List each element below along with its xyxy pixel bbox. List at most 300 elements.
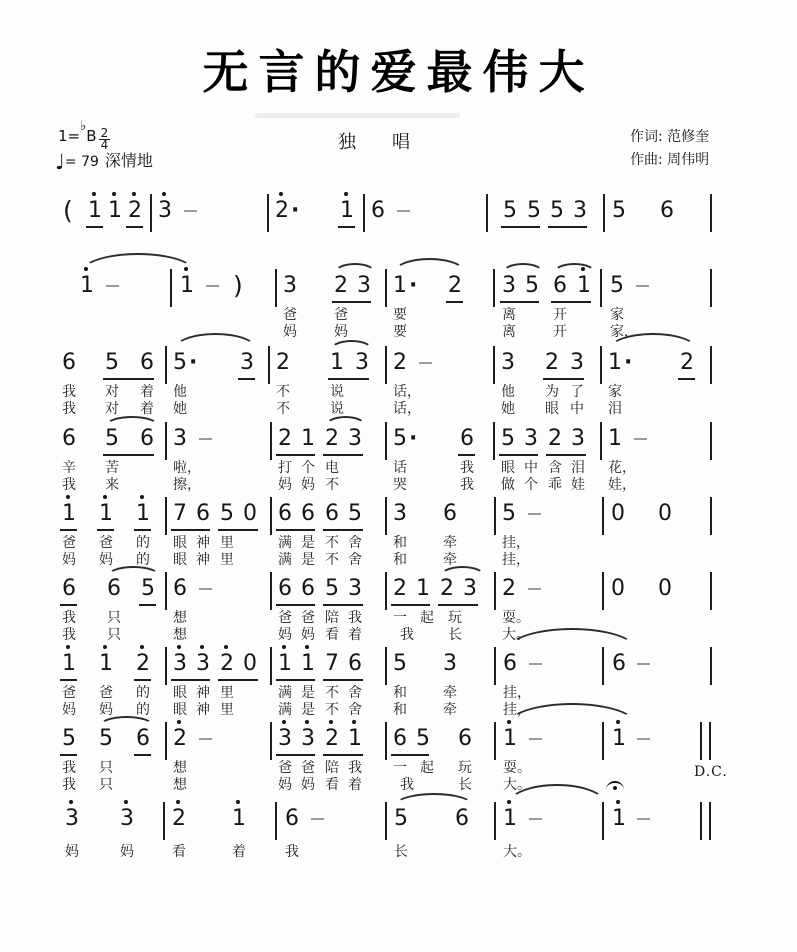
note: 6 (301, 576, 315, 601)
barline (385, 722, 387, 760)
note: 2 (173, 726, 187, 751)
note: 2 (276, 350, 290, 375)
octave-dot (282, 720, 286, 724)
lyric-syllable: 爸 (99, 685, 113, 701)
slur-arc (506, 628, 638, 674)
lyric-syllable: 舍 (348, 552, 362, 568)
octave-dot (132, 192, 136, 196)
lyric-syllable: 眼 (173, 552, 187, 568)
lyric-syllable: 挂， (502, 552, 530, 568)
note: 2 (128, 198, 142, 223)
lyric-syllable: 个 (301, 460, 315, 476)
lyric-syllable: 要 (393, 307, 407, 323)
duration-dash (637, 663, 650, 665)
barline (385, 422, 387, 460)
lyric-syllable: 妈 (99, 702, 113, 718)
lyric-syllable: 苦 (105, 460, 119, 476)
note: 5 (393, 426, 407, 451)
lyric-syllable: 里 (220, 552, 234, 568)
note: 1 (348, 726, 362, 751)
lyric-syllable: 的 (136, 552, 150, 568)
lyric-syllable: 看 (172, 844, 186, 860)
barline (602, 497, 604, 535)
eighth-beam (134, 529, 151, 531)
octave-dot (200, 645, 204, 649)
note: 1 (99, 501, 113, 526)
lyric-syllable: 耍。 (503, 760, 531, 776)
lyric-syllable: 和 (393, 702, 407, 718)
slur-arc (80, 253, 196, 293)
slur-arc (608, 333, 698, 367)
eighth-beam (446, 301, 463, 303)
octave-dot (103, 495, 107, 499)
lyric-syllable: 我 (400, 627, 414, 643)
eighth-beam (60, 754, 77, 756)
lyric-syllable: 为 (545, 384, 559, 400)
note: 3 (443, 651, 457, 676)
note: 5 (612, 198, 626, 223)
eighth-beam (218, 529, 258, 531)
eighth-beam (332, 301, 371, 303)
augmentation-dot: · (624, 350, 633, 375)
octave-dot (329, 720, 333, 724)
eighth-beam (501, 226, 540, 228)
octave-dot (616, 800, 620, 804)
lyric-syllable: 长 (458, 777, 472, 793)
lyric-syllable: 满 (278, 702, 292, 718)
note: 5 (394, 806, 408, 831)
barline (494, 647, 496, 685)
lyric-syllable: 着 (140, 401, 154, 417)
lyric-syllable: 她 (501, 401, 515, 417)
note: 6 (443, 501, 457, 526)
note: 3 (571, 426, 585, 451)
duration-dash (199, 588, 212, 590)
note: 0 (658, 501, 672, 526)
note: 6 (371, 198, 385, 223)
barline (494, 802, 496, 840)
note: 2 (325, 726, 339, 751)
barline (165, 647, 167, 685)
barline (385, 802, 387, 840)
lyric-syllable: 妈 (62, 552, 76, 568)
barline (494, 497, 496, 535)
lyric-syllable: 妈 (283, 324, 297, 340)
barline (493, 422, 495, 460)
lyric-syllable: 妈 (301, 477, 315, 493)
barline (270, 497, 272, 535)
lyric-syllable: 是 (301, 552, 315, 568)
lyric-syllable: 陪 (325, 760, 339, 776)
note: 2 (275, 198, 289, 223)
lyric-syllable: 妈 (99, 552, 113, 568)
octave-dot (177, 645, 181, 649)
barline (710, 269, 712, 307)
duration-dash (206, 285, 219, 287)
octave-dot (305, 645, 309, 649)
note: 6 (140, 350, 154, 375)
note: 1 (577, 273, 591, 298)
barline (275, 802, 277, 840)
eighth-beam (276, 454, 315, 456)
eighth-beam (171, 679, 210, 681)
lyric-syllable: 牵 (443, 702, 457, 718)
octave-dot (305, 720, 309, 724)
lyric-syllable: 神 (196, 552, 210, 568)
eighth-beam (323, 679, 363, 681)
lyric-syllable: 不 (325, 685, 339, 701)
quarter-note-icon: ♩ (55, 150, 65, 174)
lyric-syllable: 不 (325, 552, 339, 568)
eighth-beam (323, 529, 363, 531)
lyric-syllable: 舍 (348, 535, 362, 551)
note: 5 (99, 726, 113, 751)
note: 3 (348, 576, 362, 601)
note: 0 (611, 576, 625, 601)
eighth-beam (134, 754, 151, 756)
lyric-syllable: 啦， (173, 460, 201, 476)
eighth-beam (500, 301, 539, 303)
eighth-beam (543, 378, 584, 380)
lyric-syllable: 说 (330, 384, 344, 400)
note: 0 (658, 576, 672, 601)
lyric-syllable: 着 (348, 777, 362, 793)
note: 5 (525, 273, 539, 298)
note: 6 (62, 576, 76, 601)
lyric-syllable: 眼 (173, 535, 187, 551)
lyric-syllable: 牵 (443, 535, 457, 551)
eighth-beam (678, 378, 695, 380)
note: 1 (62, 651, 76, 676)
lyric-syllable: 家 (608, 384, 622, 400)
lyric-syllable: 开 (553, 324, 567, 340)
note: 2 (334, 273, 348, 298)
lyric-syllable: 是 (301, 535, 315, 551)
barline (710, 346, 712, 384)
note: 3 (393, 501, 407, 526)
octave-dot (124, 800, 128, 804)
lyric-syllable: 要 (393, 324, 407, 340)
lyric-syllable: 眼 (173, 685, 187, 701)
note: 2 (278, 426, 292, 451)
octave-dot (282, 645, 286, 649)
note: 6 (301, 501, 315, 526)
lyric-syllable: 擦， (173, 477, 201, 493)
note: 6 (348, 651, 362, 676)
lyric-syllable: 长 (394, 844, 408, 860)
note: 6 (325, 501, 339, 526)
lyric-syllable: 只 (99, 760, 113, 776)
duration-dash (397, 210, 410, 212)
lyric-syllable: 只 (99, 777, 113, 793)
lyric-syllable: 对 (105, 384, 119, 400)
octave-dot (66, 495, 70, 499)
lyric-syllable: 神 (196, 535, 210, 551)
note: 1 (340, 198, 354, 223)
augmentation-dot: · (291, 198, 300, 223)
note: 1 (301, 426, 315, 451)
lyric-syllable: 我 (460, 477, 474, 493)
lyric-syllable: 想 (173, 760, 187, 776)
lyric-syllable: 着 (348, 627, 362, 643)
lyric-syllable: 挂， (503, 702, 531, 718)
duration-dash (528, 513, 541, 515)
composer-label: 作曲: (630, 152, 663, 168)
note: 5 (105, 350, 119, 375)
octave-dot (177, 720, 181, 724)
note: 1 (608, 426, 622, 451)
lyric-syllable: 大。 (503, 844, 531, 860)
note: 1 (232, 806, 246, 831)
lyric-syllable: 满 (278, 552, 292, 568)
lyric-syllable: 花， (608, 460, 636, 476)
lyric-syllable: 眼 (173, 702, 187, 718)
note: 1 (393, 273, 407, 298)
note: 7 (325, 651, 339, 676)
barline (385, 346, 387, 384)
note: 2 (502, 576, 516, 601)
note: 6 (612, 651, 626, 676)
barline (385, 497, 387, 535)
note: 1 (503, 806, 517, 831)
lyric-syllable: 我 (285, 844, 299, 860)
lyric-syllable: 的 (136, 535, 150, 551)
note: 6 (460, 426, 474, 451)
lyric-syllable: 里 (220, 685, 234, 701)
lyric-syllable: 妈 (301, 627, 315, 643)
slur-arc (394, 793, 474, 819)
octave-dot (344, 192, 348, 196)
lyric-syllable: 含 (548, 460, 562, 476)
barline (385, 572, 387, 610)
lyric-syllable: 我 (62, 760, 76, 776)
eighth-beam (97, 529, 114, 531)
slur-arc (107, 566, 160, 586)
augmentation-dot: · (189, 350, 198, 375)
barline (385, 647, 387, 685)
note: 3 (173, 651, 187, 676)
lyric-syllable: 着 (232, 844, 246, 860)
octave-dot (176, 800, 180, 804)
note: 1 (301, 651, 315, 676)
lyric-syllable: 爸 (62, 535, 76, 551)
barline (603, 194, 605, 232)
lyric-syllable: 妈 (278, 627, 292, 643)
note: 1 (99, 651, 113, 676)
lyric-syllable: 爸 (301, 760, 315, 776)
eighth-beam (60, 529, 77, 531)
note: 3 (573, 198, 587, 223)
fermata-dot (613, 786, 617, 790)
lyric-syllable: 玩 (448, 610, 462, 626)
eighth-beam (338, 226, 355, 228)
barline (165, 722, 167, 760)
lyric-syllable: 里 (220, 702, 234, 718)
note: 1 (62, 501, 76, 526)
barline (165, 346, 167, 384)
octave-dot (112, 192, 116, 196)
note: 1 (278, 651, 292, 676)
note: 3 (240, 350, 254, 375)
note: 2 (393, 350, 407, 375)
lyric-syllable: 的 (136, 685, 150, 701)
eighth-beam (86, 226, 103, 228)
note: 5 (325, 576, 339, 601)
lyric-syllable: 妈 (278, 477, 292, 493)
lyric-syllable: 爸 (99, 535, 113, 551)
lyric-syllable: 挂， (503, 685, 531, 701)
lyric-syllable: 爸 (278, 760, 292, 776)
note: 0 (243, 651, 257, 676)
note: 6 (278, 576, 292, 601)
eighth-beam (218, 679, 258, 681)
note: 1 (330, 350, 344, 375)
duration-dash (311, 818, 324, 820)
note: 3 (301, 726, 315, 751)
lyric-syllable: 开 (553, 307, 567, 323)
barline (486, 194, 488, 232)
lyric-syllable: 妈 (301, 777, 315, 793)
lyric-syllable: 陪 (325, 610, 339, 626)
note: 3 (502, 273, 516, 298)
slur-arc (393, 258, 466, 288)
lyric-syllable: 着 (140, 384, 154, 400)
lyric-syllable: 眼 (501, 460, 515, 476)
performance-form-label: 独 唱 (338, 132, 410, 153)
lyric-syllable: 家， (610, 324, 638, 340)
lyric-syllable: 爸 (278, 610, 292, 626)
note: 5 (62, 726, 76, 751)
key-prefix: 1= (58, 127, 81, 145)
duration-dash (637, 738, 650, 740)
lyric-syllable: 我 (348, 760, 362, 776)
lyricist-name: 范修奎 (667, 129, 710, 145)
lyric-syllable: 我 (62, 627, 76, 643)
lyric-syllable: 我 (62, 401, 76, 417)
eighth-beam (60, 604, 77, 606)
lyric-syllable: 离 (502, 307, 516, 323)
lyric-syllable: 电 (325, 460, 339, 476)
augmentation-dot: · (409, 426, 418, 451)
lyric-syllable: 不 (276, 384, 290, 400)
note: 6 (173, 576, 187, 601)
lyric-syllable: 神 (196, 702, 210, 718)
note: 3 (501, 350, 515, 375)
note: 3 (196, 651, 210, 676)
eighth-beam (60, 679, 77, 681)
lyric-syllable: 妈 (278, 777, 292, 793)
lyric-syllable: 打 (278, 460, 292, 476)
note: 5 (503, 198, 517, 223)
octave-dot (140, 645, 144, 649)
lyric-syllable: 他 (501, 384, 515, 400)
lyric-syllable: 想 (173, 627, 187, 643)
eighth-beam (328, 378, 369, 380)
note: 5 (527, 198, 541, 223)
lyric-syllable: 中 (524, 460, 538, 476)
barline (600, 422, 602, 460)
octave-dot (140, 495, 144, 499)
lyric-syllable: 大。 (502, 627, 530, 643)
eighth-beam (238, 378, 255, 380)
lyric-syllable: 妈 (120, 844, 134, 860)
lyric-syllable: 是 (301, 702, 315, 718)
note: 1 (612, 806, 626, 831)
note: 3 (524, 426, 538, 451)
note: 6 (503, 651, 517, 676)
barline (710, 572, 712, 610)
lyric-syllable: 妈 (62, 702, 76, 718)
slur-arc (105, 416, 159, 436)
barline (163, 802, 165, 840)
note: 5 (501, 426, 515, 451)
final-barline (700, 802, 711, 840)
octave-dot (352, 720, 356, 724)
octave-dot (103, 645, 107, 649)
note: 1 (503, 726, 517, 751)
duration-dash (199, 438, 212, 440)
lyric-syllable: 是 (301, 685, 315, 701)
lyric-syllable: 舍 (348, 685, 362, 701)
note: 5 (105, 426, 119, 451)
note: 2 (545, 350, 559, 375)
barline (385, 269, 387, 307)
duration-dash (528, 588, 541, 590)
lyric-syllable: 娃 (571, 477, 585, 493)
eighth-beam (126, 226, 143, 228)
parenthesis: ( (63, 196, 73, 225)
note: 2 (220, 651, 234, 676)
lyric-syllable: 牵 (443, 552, 457, 568)
note: 6 (140, 426, 154, 451)
slur-arc (173, 333, 258, 367)
lyric-syllable: 大。 (503, 777, 531, 793)
eighth-beam (499, 454, 538, 456)
octave-dot (69, 800, 73, 804)
lyric-syllable: 泪 (608, 401, 622, 417)
lyric-syllable: 哭 (393, 477, 407, 493)
note: 2 (440, 576, 454, 601)
lyric-syllable: 他 (173, 384, 187, 400)
lyric-syllable: 话， (393, 401, 421, 417)
note: 5 (416, 726, 430, 751)
note: 6 (455, 806, 469, 831)
slur-arc (553, 263, 596, 283)
duration-dash (199, 738, 212, 740)
barline (493, 346, 495, 384)
barline (270, 572, 272, 610)
slur-arc (334, 263, 376, 283)
note: 5 (502, 501, 516, 526)
barline (268, 346, 270, 384)
lyric-syllable: 中 (570, 401, 584, 417)
note: 6 (62, 350, 76, 375)
barline (710, 194, 712, 232)
eighth-beam (276, 529, 315, 531)
note: 3 (357, 273, 371, 298)
note: 2 (136, 651, 150, 676)
eighth-beam (139, 604, 156, 606)
note: 1 (612, 726, 626, 751)
lyric-syllable: 和 (393, 552, 407, 568)
barline (270, 722, 272, 760)
note: 6 (62, 426, 76, 451)
lyric-syllable: 妈 (65, 844, 79, 860)
barline (267, 194, 269, 232)
eighth-beam (323, 604, 363, 606)
barline (602, 572, 604, 610)
lyric-syllable: 想 (173, 610, 187, 626)
